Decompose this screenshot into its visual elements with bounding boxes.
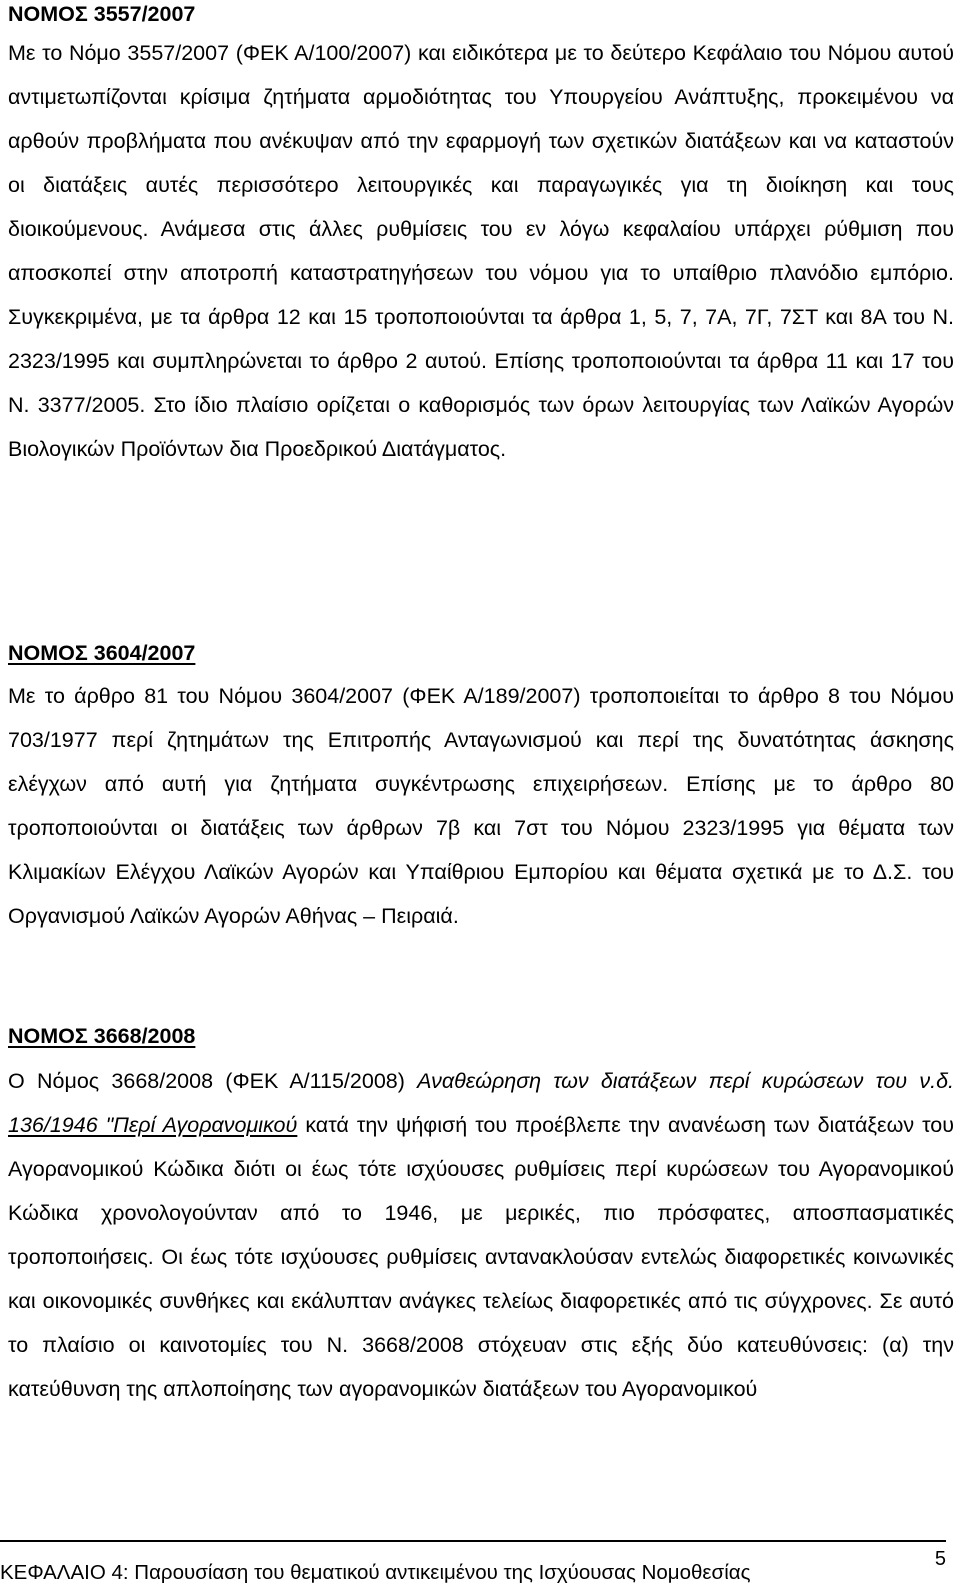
body-italic-text: Αναθεώρηση των διατάξεων περί κυρώσεων του ν.δ. (417, 1069, 954, 1093)
body-rest-text: κατά την ψήφισή του προέβλεπε την ανανέωση των διατάξεων του Αγορανομικού Κώδικα διότι οι έως τότε ισχύουσες ρυθμίσεις περί κυρώσεων του Αγορανομικού Κώδικα χρονολογούνταν από το 1946, με μερικές, πιο πρόσφατες, αποσπασματικές τροποποιήσεις. Οι έως τότε ισχύουσες ρυθμίσεις αντανακλούσαν εντελώς διαφορετικές κοινωνικές και οικονομικές συνθήκες και εκάλυπταν ανάγκες τελείως διαφορετικές από τις σύγχρονες. Σε αυτό το πλαίσιο οι καινοτομίες του Ν. 3668/2008 στόχευαν στις εξής δύο κατευθύνσεις: (α) την κατεύθυνση της απλοποίησης των αγορανομικών διατάξεων του Αγορανομικού (8, 1113, 954, 1401)
section-heading-3557: ΝΟΜΟΣ 3557/2007 (8, 2, 196, 26)
section-body-3604: Με το άρθρο 81 του Νόμου 3604/2007 (ΦΕΚ Α/189/2007) τροποποιείται το άρθρο 8 του Νόμου 703/1977 περί ζητημάτων της Επιτροπής Ανταγωνισμού και περί της δυνατότητας άσκησης ελέγχων από αυτή για ζητήματα συγκέντρωσης επιχειρήσεων. Επίσης με το άρθρο 80 τροποποιούνται οι διατάξεις των άρθρων 7β και 7στ του Νόμου 2323/1995 για θέματα των Κλιμακίων Ελέγχου Λαϊκών Αγορών και Υπαίθριου Εμπορίου και θέματα σχετικά με το Δ.Σ. του Οργανισμού Λαϊκών Αγορών Αθήνας – Πειραιά. (8, 684, 954, 928)
section-body-3668 (8, 1059, 954, 1411)
body-start-text: Ο Νόμος 3668/2008 (ΦΕΚ Α/115/2008) (8, 1069, 418, 1093)
section-heading-3668: ΝΟΜΟΣ 3668/2008 (8, 1024, 196, 1048)
body-italic-underlined-text: 136/1946 "Περί Αγορανομικού (8, 1113, 298, 1137)
section-heading-3604: ΝΟΜΟΣ 3604/2007 (8, 641, 196, 665)
page-footer (0, 1540, 946, 1584)
page-number: 5 (934, 1548, 946, 1570)
footer-chapter-title: ΚΕΦΑΛΑΙΟ 4: Παρουσίαση του θεματικού αντικειμένου της Ισχύουσας Νομοθεσίας (0, 1561, 751, 1584)
section-body-3557: Με το Νόμο 3557/2007 (ΦΕΚ Α/100/2007) και ειδικότερα με το δεύτερο Κεφάλαιο του Νόμου αυτού αντιμετωπίζονται κρίσιμα ζητήματα αρμοδιότητας του Υπουργείου Ανάπτυξης, προκειμένου να αρθούν προβλήματα που ανέκυψαν από την εφαρμογή των σχετικών διατάξεων και να καταστούν οι διατάξεις αυτές περισσότερο λειτουργικές και παραγωγικές για τη διοίκηση και τους διοικούμενους. Ανάμεσα στις άλλες ρυθμίσεις του εν λόγω κεφαλαίου υπάρχει ρύθμιση που αποσκοπεί στην αποτροπή καταστρατηγήσεων του νόμου για το υπαίθριο πλανόδιο εμπόριο. Συγκεκριμένα, με τα άρθρα 12 και 15 τροποποιούνται τα άρθρα 1, 5, 7, 7Α, 7Γ, 7ΣΤ και 8Α του Ν. 2323/1995 και συμπληρώνεται το άρθρο 2 αυτού. Επίσης τροποποιούνται τα άρθρα 11 και 17 του Ν. 3377/2005. Στο ίδιο πλαίσιο ορίζεται ο καθορισμός των όρων λειτουργίας των Λαϊκών Αγορών Βιολογικών Προϊόντων δια Προεδρικού Διατάγματος. (8, 41, 954, 461)
